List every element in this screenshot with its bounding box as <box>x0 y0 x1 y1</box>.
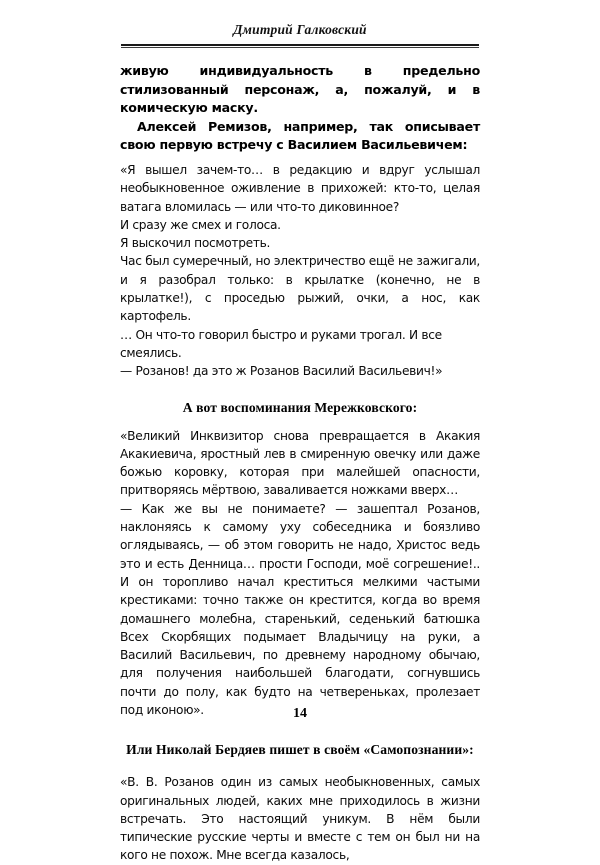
paragraph-remizov-intro: Алексей Ремизов, например, так описывает свою первую встречу с Василием Васильевичем: <box>120 118 480 153</box>
subheading-berdyaev: Или Николай Бердяев пишет в своём «Самопознании»: <box>126 742 474 758</box>
page-number: 14 <box>293 706 307 721</box>
quote-remizov-line-5: … Он что-то говорил быстро и руками трогал. И все смеялись. <box>120 327 442 360</box>
spacer <box>120 381 480 399</box>
header-rule-thick <box>121 44 479 46</box>
quote-merezhkovsky-part-2: — Как же вы не понимаете? — зашептал Розанов, наклоняясь к самому уху собеседника и боязливо оглядываясь, — об этом говорить не надо, Христос ведь это и есть Денница… прости Господи, моё согрешение!.. И он торопливо начал креститься мелкими частыми крестиками: точно также он крестится, когда во время домашнего молебна, старенький, седенький батюшка Всех Скорбящих подымает Владычицу на руки, а Василий Васильевич, по древнему народному обычаю, для получения наибольшей благодати, согнувшись почти до полу, как будто на четвереньках, пролезает под иконою». <box>120 501 480 717</box>
spacer <box>120 719 480 741</box>
quote-remizov-line-4: Час был сумеречный, но электричество ещё не зажигали, и я разобрал только: в крылатке (конечно, не в крылатке!), с проседью рыжий, очки, а нос, как картофель. <box>120 254 481 324</box>
spacer <box>120 417 480 427</box>
quote-remizov-line-2: И сразу же смех и голоса. <box>120 217 281 232</box>
quote-remizov-line-6: — Розанов! да это ж Розанов Василий Васильевич!» <box>120 364 443 379</box>
subheading-merezhkovsky: А вот воспоминания Мережковского: <box>182 399 418 415</box>
header-rule-thin <box>121 47 479 48</box>
quote-berdyaev: «В. В. Розанов один из самых необыкновенных, самых оригинальных людей, каких мне приходилось в жизни встречать. Это настоящий уникум. В нём были типические русские черты и вместе с тем он был ни на кого не похож. Мне всегда казалось, <box>120 775 480 863</box>
quote-merezhkovsky-part-1: «Великий Инквизитор снова превращается в Акакия Акакиевича, яростный лев в смиренную овечку или даже божью коровку, которая при малейшей опасности, притворяясь мёртвою, заваливается ножками вверх… <box>120 428 480 498</box>
quote-remizov-line-3: Я выскочил посмотреть. <box>120 236 271 251</box>
spacer <box>120 759 480 773</box>
quote-remizov-line-1: «Я вышел зачем-то… в редакцию и вдруг услышал необыкновенное оживление в прихожей: кто-то, целая ватага вломилась — или что-то диковинное? <box>120 162 480 214</box>
header-divider-rule <box>121 44 479 48</box>
running-header <box>120 22 480 38</box>
paragraph-continued: живую индивидуальность в предельно стилизованный персонаж, а, пожалуй, и в комическую маску. <box>120 63 480 116</box>
text-column <box>120 62 480 865</box>
running-header-title: Дмитрий Галковский <box>233 22 367 37</box>
